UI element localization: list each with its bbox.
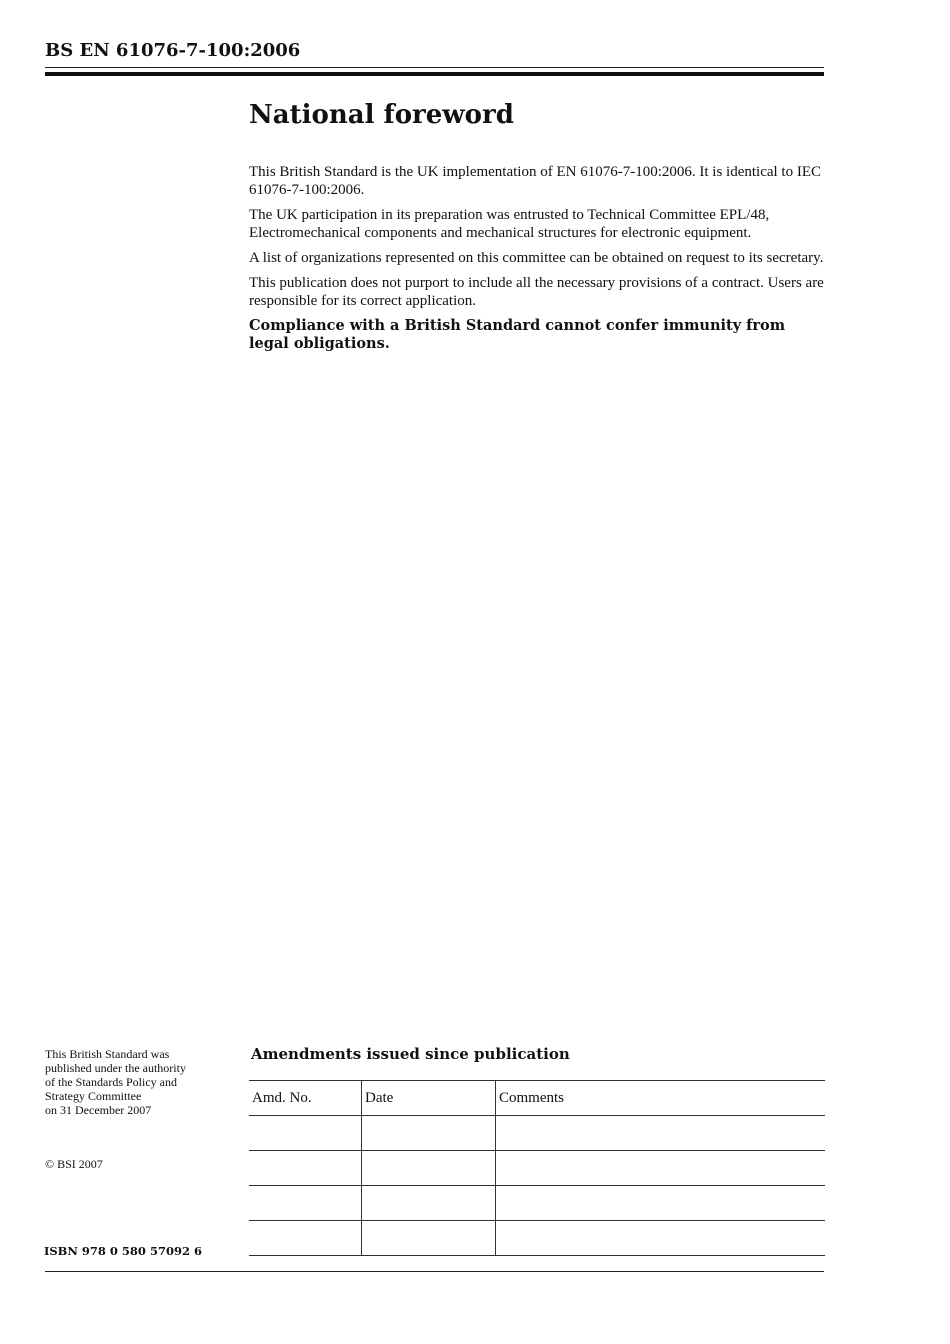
table-cell [249,1116,362,1151]
table-cell [362,1186,496,1221]
footer-rule [45,1271,824,1272]
table-cell [362,1151,496,1186]
foreword-paragraph: This publication does not purport to include all the necessary provisions of a contract. Users are responsible for its correct application. [249,275,824,309]
isbn: ISBN 978 0 580 57092 6 [44,1244,202,1258]
table-cell [249,1151,362,1186]
table-row [249,1221,825,1256]
copyright-notice: © BSI 2007 [45,1157,103,1171]
table-cell [249,1186,362,1221]
amendments-table [249,1080,825,1256]
table-cell [362,1116,496,1151]
foreword-body [249,163,829,360]
table-cell [496,1151,826,1186]
column-header-date: Date [362,1081,496,1116]
foreword-paragraph: A list of organizations represented on this committee can be obtained on request to its secretary. [249,250,824,266]
column-header-amd-no: Amd. No. [249,1081,362,1116]
compliance-note: Compliance with a British Standard cannot confer immunity from legal obligations. [249,317,786,352]
table-header-row [249,1081,825,1116]
foreword-paragraph: The UK participation in its preparation was entrusted to Technical Committee EPL/48, Electromechanical components and mechanical structures for electronic equipment. [249,207,770,241]
table-row [249,1151,825,1186]
table-cell [249,1221,362,1256]
table-cell [362,1221,496,1256]
table-cell [496,1186,826,1221]
page-title: National foreword [249,100,514,130]
table-row [249,1186,825,1221]
header-rule-thick [45,72,824,76]
table-cell [496,1116,826,1151]
header-rule-thin [45,67,824,68]
table-row [249,1116,825,1151]
document-code: BS EN 61076-7-100:2006 [45,40,301,61]
publication-authority-note: This British Standard was published under the authority of the Standards Policy and Strategy Committee on 31 December 2007 [45,1047,186,1117]
amendments-title: Amendments issued since publication [251,1045,570,1063]
foreword-paragraph: This British Standard is the UK implementation of EN 61076-7-100:2006. It is identical to IEC 61076-7-100:2006. [249,164,822,198]
table-cell [496,1221,826,1256]
column-header-comments: Comments [496,1081,826,1116]
